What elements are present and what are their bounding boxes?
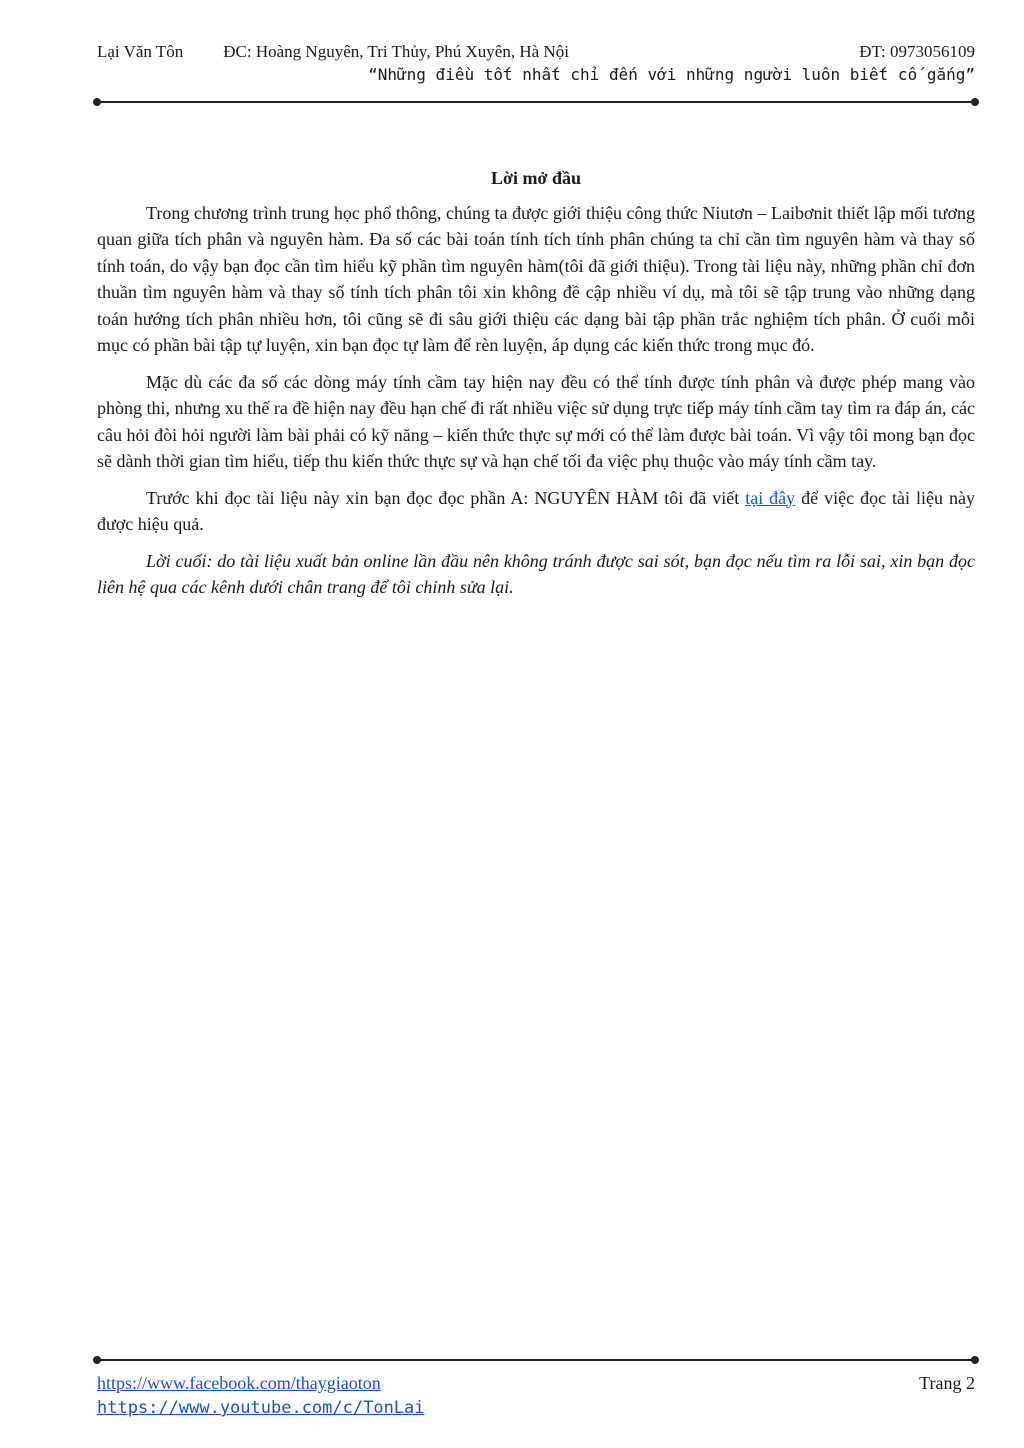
youtube-link[interactable]: https://www.youtube.com/c/TonLai [97, 1398, 425, 1418]
header-divider [97, 101, 975, 103]
paragraph-3-text-after: để việc đọc tài liệu này được hiệu quả. [97, 487, 975, 534]
header-info-row [97, 40, 975, 64]
header-motto: “Những điều tốt nhất chỉ đến với những người luôn biết cố gắng” [368, 65, 975, 84]
document-title: Lời mở đầu [491, 168, 581, 188]
page-header [97, 40, 975, 86]
closing-note: Lời cuối: do tài liệu xuất bản online lần đầu nên không tránh được sai sót, bạn đọc nếu tìm ra lỗi sai, xin bạn đọc liên hệ qua các kênh dưới chân trang để tôi chỉnh sửa lại. [97, 550, 975, 597]
page-number: Trang 2 [919, 1373, 975, 1393]
paragraph-3 [97, 485, 975, 538]
header-author: Lại Văn Tôn [97, 42, 184, 61]
paragraph-1: Trong chương trình trung học phổ thông, chúng ta được giới thiệu công thức Niutơn – Laibơnit thiết lập mối tương quan giữa tích phân và nguyên hàm. Đa số các bài toán tính tích tính phân chúng ta chỉ cần tìm nguyên hàm và thay số tính toán, do vậy bạn đọc cần tìm hiểu kỹ phần tìm nguyên hàm(tôi đã giới thiệu). Trong tài liệu này, những phần chỉ đơn thuần tìm nguyên hàm và thay số tính tích phân tôi xin không đề cập nhiều ví dụ, mà tôi sẽ tập trung vào những dạng toán hướng tích phân nhiều hơn, tôi cũng sẽ đi sâu giới thiệu các dạng bài tập phần trắc nghiệm tích phân. Ở cuối mỗi mục có phần bài tập tự luyện, xin bạn đọc tự làm để rèn luyện, áp dụng các kiến thức trong mục đó. [97, 202, 975, 355]
document-body [97, 165, 975, 611]
paragraph-3-text-before: Trước khi đọc tài liệu này xin bạn đọc đọc phần A: NGUYÊN HÀM tôi đã viết [146, 487, 746, 508]
facebook-link[interactable]: https://www.facebook.com/thaygiaoton [97, 1373, 381, 1393]
page-footer [97, 1371, 975, 1421]
paragraph-2: Mặc dù các đa số các dòng máy tính cầm tay hiện nay đều có thể tính được tính phân và được phép mang vào phòng thi, nhưng xu thế ra đề hiện nay đều hạn chế đi rất nhiều việc sử dụng trực tiếp máy tính cầm tay tìm ra đáp án, các câu hỏi đòi hỏi người làm bài phải có kỹ năng – kiến thức thực sự mới có thể làm được bài toán. Vì vậy tôi mong bạn đọc sẽ dành thời gian tìm hiểu, tiếp thu kiến thức thực sự và hạn chế tối đa việc phụ thuộc vào máy tính cầm tay. [97, 371, 975, 471]
header-phone: ĐT: 0973056109 [859, 42, 975, 61]
footer-links [97, 1371, 975, 1421]
header-address: ĐC: Hoàng Nguyên, Tri Thủy, Phú Xuyên, Hà Nội [223, 42, 569, 61]
footer-divider [97, 1359, 975, 1361]
here-link[interactable]: tại đây [745, 487, 796, 508]
